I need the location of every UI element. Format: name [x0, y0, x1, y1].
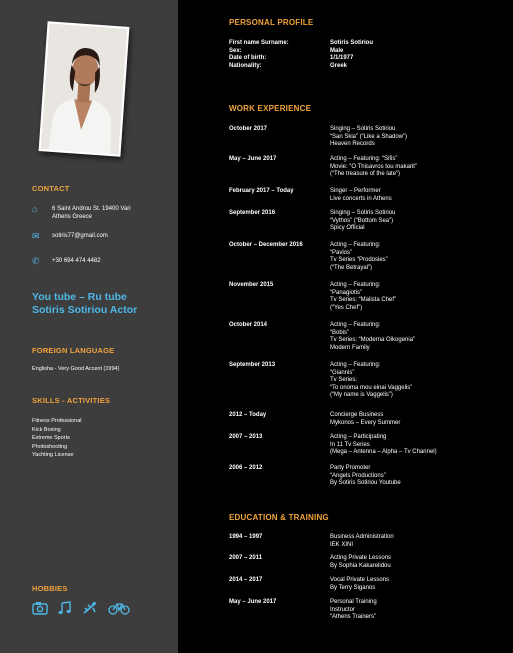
profile-value: Greek	[330, 62, 348, 69]
phone-row	[32, 257, 101, 266]
work-description: Acting – Featuring: “Panagiotis” Tv Series: “Malista Chef” (“Yes Chef”)	[330, 282, 397, 311]
work-date: 2007 – 2013	[229, 434, 263, 440]
work-date: February 2017 – Today	[229, 188, 294, 194]
work-entry	[229, 210, 489, 233]
work-date: September 2013	[229, 362, 276, 368]
work-date: November 2015	[229, 282, 274, 288]
phone-icon: ✆	[32, 256, 40, 266]
camera-icon	[32, 601, 48, 615]
profile-label: Date of birth:	[229, 55, 267, 61]
address-line-2: Athens Greece	[52, 214, 93, 220]
work-entry	[229, 465, 489, 488]
youtube-line-1[interactable]: You tube – Ru tube	[32, 291, 127, 303]
profile-label: Nationality:	[229, 62, 262, 69]
work-date: October 2017	[229, 126, 268, 132]
work-entry	[229, 322, 489, 352]
profile-photo	[39, 21, 130, 156]
work-description: Acting – Featuring: “Pavlos” Tv Series “Prodosies” (“The Betrayal”)	[330, 242, 388, 271]
work-date: September 2016	[229, 210, 276, 216]
main-content	[178, 0, 513, 653]
airplane-icon	[82, 601, 98, 615]
work-date: October – December 2016	[229, 242, 303, 248]
skills-list	[32, 417, 82, 460]
profile-label: First name Surname:	[229, 40, 289, 46]
education-description: Business Administration IEK XINI	[330, 534, 394, 548]
address-row	[32, 205, 131, 221]
education-description: Personal Training Instructor “Athens Trainers”	[330, 599, 377, 620]
work-entry	[229, 362, 489, 400]
profile-label: Sex:	[229, 47, 242, 54]
language-text: Englisha - Very Good Accent (1994)	[32, 366, 120, 372]
education-heading: EDUCATION & TRAINING	[229, 513, 329, 522]
youtube-line-2[interactable]: Sotiris Sotiriou Actor	[32, 304, 138, 316]
music-note-icon	[58, 601, 72, 615]
skill-item: Fitness Professional	[32, 418, 82, 424]
work-entry	[229, 188, 489, 203]
profile-row	[229, 40, 499, 48]
work-date: 2006 – 2012	[229, 465, 263, 471]
work-description: Acting – Featuring: “Bobis” Tv Series: “Moderna Oikogenia” Modern Family	[330, 322, 416, 351]
profile-row	[229, 48, 499, 56]
contact-heading: CONTACT	[32, 184, 70, 193]
youtube-links[interactable]	[32, 291, 137, 317]
work-date: 2012 – Today	[229, 412, 267, 418]
profile-heading: PERSONAL PROFILE	[229, 18, 314, 27]
education-entry	[229, 577, 489, 592]
education-date: May – June 2017	[229, 599, 277, 605]
education-date: 2007 – 2011	[229, 555, 263, 561]
education-description: Vocal Private Lessons By Terry Siganos	[330, 577, 390, 591]
address-line-1: 6 Saint Androu St. 19400 Vari	[52, 206, 131, 212]
skill-item: Extreme Sports	[32, 435, 70, 441]
hobbies-heading: HOBBIES	[32, 584, 68, 593]
education-date: 2014 – 2017	[229, 577, 263, 583]
work-description: Singer – Performer Live concerts in Athens	[330, 188, 392, 202]
work-description: Singing – Sotiris Sotiriou “Vythos” (“Bottom Sea”) Spicy Official	[330, 210, 396, 231]
work-date: May – June 2017	[229, 156, 277, 162]
skill-item: Kick Boxing	[32, 426, 61, 433]
work-entry	[229, 242, 489, 272]
skill-item: Yachting License	[32, 452, 74, 458]
work-entry	[229, 434, 489, 457]
envelope-icon: ✉	[32, 231, 40, 241]
language-heading: FOREIGN LANGUAGE	[32, 346, 115, 355]
work-entry	[229, 126, 489, 149]
education-entry	[229, 534, 489, 549]
education-entry	[229, 555, 489, 570]
work-description: Acting – Featuring: “Sifis” Movie: “O Thisavros tou makarit” (“The treasure of the late”)	[330, 156, 417, 177]
profile-row	[229, 63, 499, 71]
work-description: Singing – Sotiris Sotiriou “San Skia” (“Like a Shadow”) Heaven Records	[330, 126, 408, 147]
profile-row	[229, 55, 499, 63]
profile-table	[229, 40, 499, 70]
work-description: Acting – Featuring: “Giannis” Tv Series: “To onoma mou einai Vaggelis” (“My name is Vaggelis”)	[330, 362, 413, 398]
work-description: Party Promoter “Angels Productions” By Sotiris Sotiriou Youtube	[330, 465, 401, 486]
work-entry	[229, 282, 489, 312]
profile-value: Male	[330, 47, 344, 54]
profile-value: Sotiris Sotiriou	[330, 40, 374, 46]
hobby-icons	[32, 601, 130, 615]
profile-value: 1/1/1977	[330, 55, 354, 61]
work-date: October 2014	[229, 322, 268, 328]
work-description: Acting – Participating In 11 Tv Series (Mega – Antenna – Alpha – Tv Channel)	[330, 434, 437, 455]
bicycle-icon	[108, 601, 130, 615]
email-link[interactable]: sotiris77@gmail.com	[52, 233, 108, 239]
skill-item: Photoshooting	[32, 443, 68, 450]
education-description: Acting Private Lessons By Sophia Kakarelidou	[330, 555, 392, 569]
home-icon: ⌂	[32, 204, 38, 214]
work-entry	[229, 412, 489, 427]
sidebar	[0, 0, 178, 653]
work-entry	[229, 156, 489, 179]
work-heading: WORK EXPERIENCE	[229, 104, 312, 113]
phone-number[interactable]: +30 694 474 4482	[52, 258, 101, 264]
skills-heading: SKILLS - ACTIVITIES	[32, 396, 111, 405]
education-entry	[229, 599, 489, 622]
email-row	[32, 232, 108, 241]
education-date: 1994 – 1997	[229, 534, 263, 540]
work-description: Concierge Business Mykonos – Every Summer	[330, 412, 401, 426]
